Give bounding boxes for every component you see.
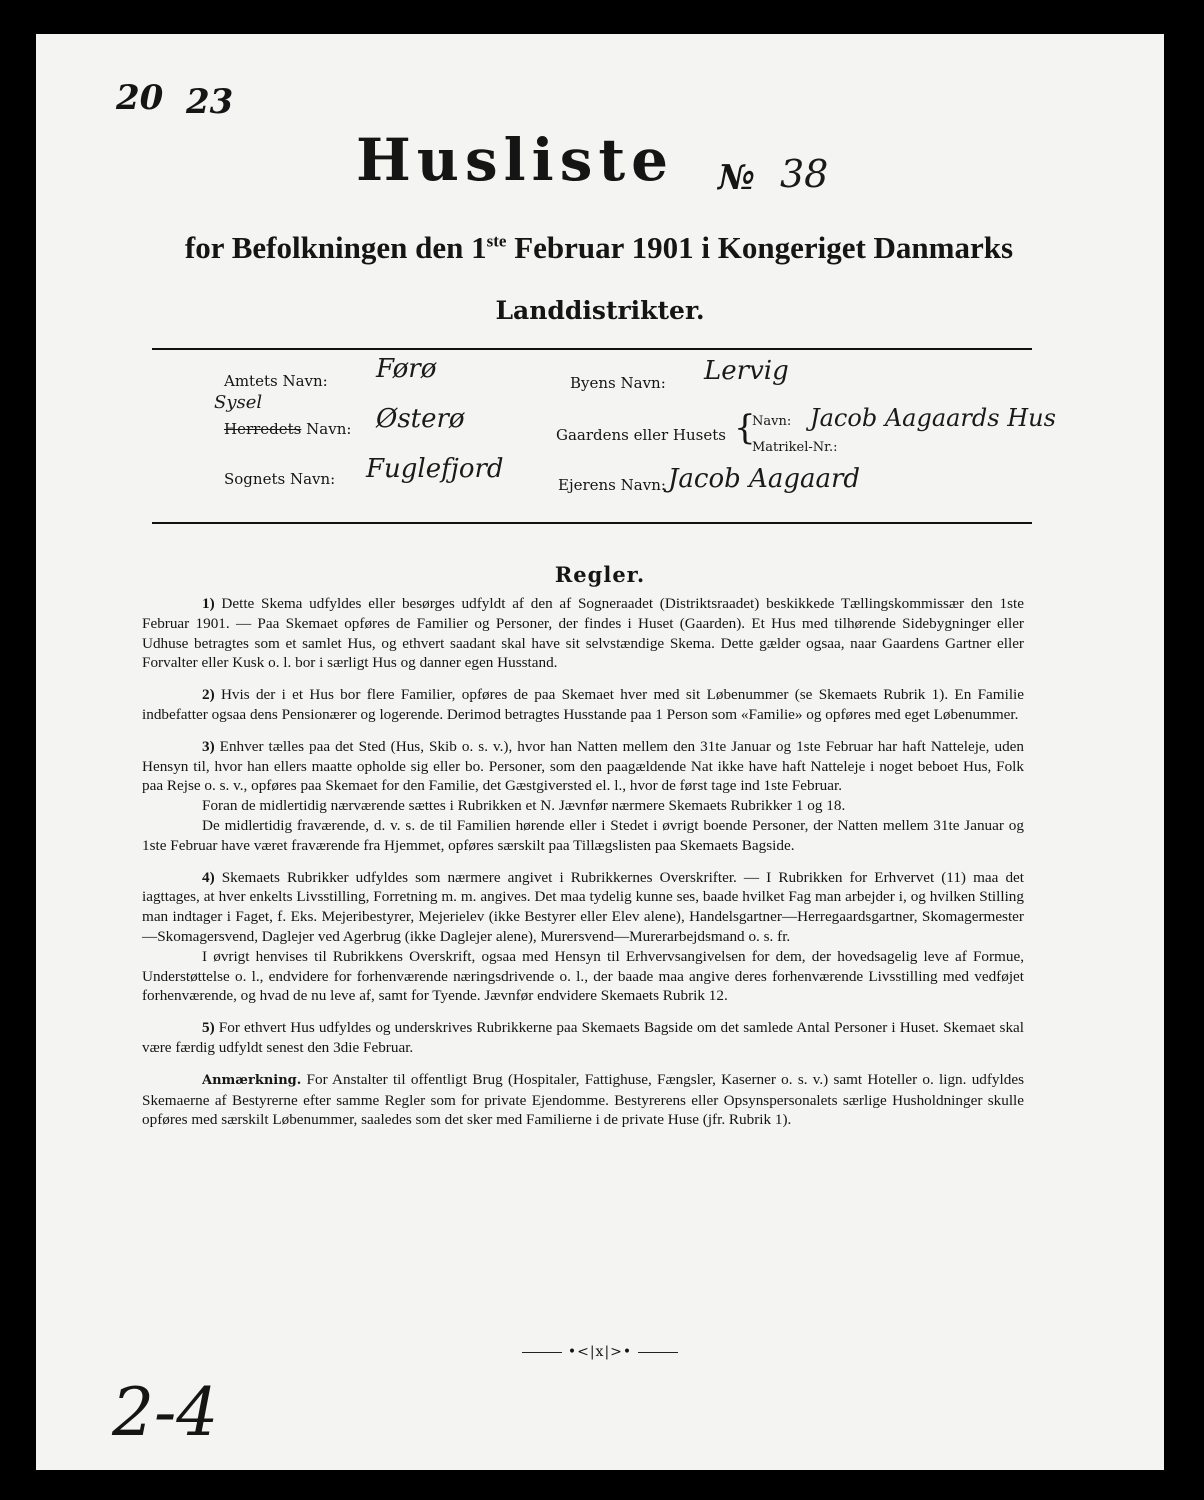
closing-ornament: [36, 1344, 1164, 1360]
bottom-handwritten-note: 2-4: [112, 1374, 219, 1451]
rule-5: [142, 1018, 1024, 1058]
rule-4: [142, 868, 1024, 947]
note-label: Anmærkning.: [202, 1072, 302, 1088]
subtitle-text-pre: for Befolkningen den 1: [184, 230, 487, 265]
rule-1: [142, 594, 1024, 673]
bottom-divider: [152, 522, 1032, 524]
rule-2-text: Hvis der i et Hus bor flere Familier, opføres de paa Skemaet hver med sit Løbenummer (se Skemaets Rubrik 1). En Familie indbefatter ogsaa dens Pensionærer og logerende. Derimod betragtes Husstande paa 1 Person som «Familie» og opføres med eget Løbenummer.: [142, 686, 1024, 723]
matrikel-label: Matrikel-Nr.:: [752, 440, 838, 455]
subtitle-text-post: Februar 1901 i Kongeriget Danmarks: [506, 230, 1014, 265]
herred-label: [224, 420, 351, 438]
rule-4b: I øvrigt henvises til Rubrikkens Overskrift, ogsaa med Hensyn til Erhvervsangivelsen for dem, der hovedsagelig leve af Formue, Understøttelse o. l., endvidere for forhenværende næringsdrivende o. l., der baade maa angive deres forhenværende Livsstilling med vedføjet forhenværende, og hvad de nu leve af, samt for Tyende. Jævnfør endvidere Skemaets Rubrik 12.: [142, 947, 1024, 1005]
form-title: Husliste: [356, 126, 675, 194]
sysel-value: Sysel: [214, 392, 263, 413]
by-value: Lervig: [704, 356, 789, 386]
ejer-label: Ejerens Navn:: [558, 476, 666, 494]
census-form-page: [36, 34, 1164, 1470]
rule-2: [142, 685, 1024, 725]
number-label: №: [718, 158, 755, 198]
rule-4-number: 4): [202, 868, 215, 886]
rule-4-text: Skemaets Rubrikker udfyldes som nærmere angivet i Rubrikkernes Overskrifter. — I Rubrikken for Erhvervet (11) maa det iagttages, at hver enkelts Livsstilling, Forretning m. m. angives. Det maa tydelig kunne ses, baade hvilket Fag man arbejder i, og hvilken Stilling man indtager i Faget, f. Eks. Mejeribestyrer, Mejerielev (ikke Bestyrer eller Elev alene), Handelsgartner—Herregaardsgartner, Skomagermester—Skomagersvend, Daglejer ved Agerbrug (ikke Daglejer alene), Murersvend—Murerarbejdsmand o. s. fr.: [142, 868, 1024, 945]
note-text: For Anstalter til offentligt Brug (Hospitaler, Fattighuse, Fængsler, Kaserner o. s. v.) samt Hoteller o. lign. udfyldes Skemaerne af Bestyrerne efter samme Regler som for private Ejendomme. Bestyrerens eller Opsynspersonalets særlige Husholdninger skulle opføres med særskilt Løbenummer, saaledes som det sker med Familierne i de private Huse (jfr. Rubrik 1).: [142, 1070, 1024, 1129]
rule-note: [142, 1070, 1024, 1130]
amt-label: Amtets Navn:: [224, 372, 328, 390]
ornament-line-left: [522, 1352, 562, 1353]
rule-2-number: 2): [202, 686, 215, 704]
sogn-label: Sognets Navn:: [224, 470, 336, 488]
rule-1-text: Dette Skema udfyldes eller besørges udfyldt af den af Sogneraadet (Distriktsraadet) beskikkede Tællingskommissær den 1ste Februar 1901. — Paa Skemaet opføres de Familier og Personer, der findes i Huset (Gaarden). Et Hus med tilhørende Sidebygninger eller Udhuse betragtes som et samlet Hus, og ethvert saadant skal have sit selvstændige Skema. Dette gælder ogsaa, naar Gaardens Gartner eller Forvalter eller Kusk o. l. bor i særligt Hus og danner egen Husstand.: [142, 595, 1024, 672]
by-label: Byens Navn:: [570, 374, 666, 392]
rule-3-number: 3): [202, 737, 215, 755]
house-number-value: 38: [780, 152, 829, 196]
rule-5-text: For ethvert Hus udfyldes og underskrives Rubrikkerne paa Skemaets Bagside om det samlede Antal Personer i Huset. Skemaet skal være færdig udfyldt senest den 3die Februar.: [142, 1019, 1024, 1056]
rule-3b: Foran de midlertidig nærværende sættes i Rubrikken et N. Jævnfør nærmere Skemaets Rubrikker 1 og 18.: [202, 797, 846, 815]
ejer-value: Jacob Aagaard: [668, 464, 861, 494]
herred-value: Østerø: [376, 404, 465, 434]
gaard-label: Gaardens eller Husets: [556, 426, 726, 444]
rule-3c: De midlertidig fraværende, d. v. s. de til Familien hørende eller i Stedet i øvrigt boende Personer, der Natten mellem 31te Januar og 1ste Februar have været fraværende fra Hjemmet, opføres særskilt paa Tillægslisten paa Skemaets Bagside.: [142, 816, 1024, 854]
herred-label-rest: Navn:: [301, 420, 352, 438]
rule-1-number: 1): [202, 595, 215, 612]
subtitle-superscript: ste: [486, 231, 507, 251]
corner-number-right: 23: [186, 82, 234, 122]
ornament-glyph: •<|x|>•: [567, 1344, 633, 1360]
rule-3: [142, 737, 1024, 796]
top-divider: [152, 348, 1032, 350]
rules-title: Regler.: [554, 562, 646, 587]
corner-number-left: 20: [116, 78, 164, 118]
gaard-navn-value: Jacob Aagaards Hus: [810, 404, 1056, 432]
sogn-value: Fuglefjord: [366, 454, 504, 484]
gaard-brace: {: [734, 408, 756, 448]
rules-body: [142, 594, 1024, 1142]
form-subtitle-district: Landdistrikter.: [495, 296, 705, 325]
ornament-line-right: [638, 1352, 678, 1353]
rule-5-number: 5): [202, 1019, 215, 1037]
herred-label-struck: Herredets: [224, 420, 302, 438]
gaard-navn-label: Navn:: [752, 414, 792, 429]
amt-value: Førø: [376, 354, 437, 384]
rule-3-text: Enhver tælles paa det Sted (Hus, Skib o. s. v.), hvor han Natten mellem den 31te Januar og 1ste Februar har haft Natteleje, uden Hensyn til, hvor han ellers maatte opholde sig eller bo. Personer, som den paagældende Nat ikke have haft Natteleje i noget beboet Hus, Folk paa Rejse o. s. v., opføres paa Skemaet for den Familie, det Gæstgiversted el. l., hvor de først tage ind 1ste Februar.: [142, 737, 1024, 795]
form-subtitle: [168, 230, 1030, 266]
